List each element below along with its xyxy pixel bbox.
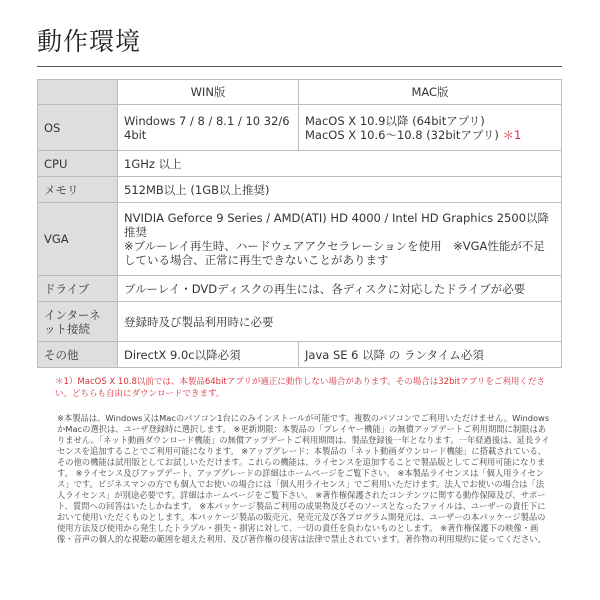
row-label-vga: VGA xyxy=(38,203,118,276)
row-drive xyxy=(38,276,562,302)
mac-footnote: ＊1）MacOS X 10.8以前では、本製品64bitアプリが適正に動作しない場合があります。その場合は32bitアプリをご利用ください。どちらも自由にダウンロードできます。 xyxy=(55,377,545,399)
row-memory xyxy=(38,177,562,203)
title-divider xyxy=(37,66,562,67)
os-win-value: Windows 7 / 8 / 8.1 / 10 32/64bit xyxy=(118,105,299,151)
cpu-value: 1GHz 以上 xyxy=(118,151,562,177)
row-label-drive: ドライブ xyxy=(38,276,118,302)
row-cpu xyxy=(38,151,562,177)
notes-text: ※本製品は、Windows又はMacのパソコン1台にのみインストールが可能です。複数のパソコンでご利用いただけません。WindowsかMacの選択は、ユーザ登録時に選択します。 ※更新期限：本製品の「プレイヤー機能」の無償アップデートご利用期間に制限はありません。「ネット動画ダウンロード機能」の無償アップデートご利用期間は、製品登録後一年となります。一年経過後は、延長ライセンスを追加することでご利用可能になります。 ※アップグレード：本製品の「ネット動画ダウンロード機能」に搭載されている、その他の機能は試用版としてお試しいただけます。これらの機能は、ライセンスを追加することで製品版としてご利用可能になります。 ※ライセンス及びアップデート、アップグレードの詳細はホームページをご覧下さい。 ※本製品ライセンスは「個人用ライセンス」です。ビジネスマンの方でも個人でお使いの場合には「個人用ライセンス」でご利用いただけます。法人でお使いの場合は「法人ライセンス」が別途必要です。詳細はホームページをご覧下さい。 ※著作権保護されたコンテンツに関する動作保障及び、サポート、質問への回答はいたしかねます。 ※本パッケージ製品ご利用の成果物及びそのソースとなったファイルは、ユーザーの責任下において使用いただくものとします。本パッケージ製品の販売元、発売元及び各プログラム開発元は、ユーザーの本パッケージ製品の使用方法及び使用から発生したトラブル・損失・損害に対して、一切の責任を負わないものとします。 ※著作権保護下の映像・画像・音声の個人的な視聴の範囲を超えた利用、及び著作権の侵害は法律で禁止されています。著作物の利用規約に従ってください。 xyxy=(57,413,550,544)
row-other xyxy=(38,342,562,368)
os-mac-line-1: MacOS X 10.9以降 (64bitアプリ) xyxy=(305,113,485,128)
other-win-value: DirectX 9.0c以降必須 xyxy=(118,342,299,368)
vga-cell xyxy=(118,203,562,276)
header-win: WIN版 xyxy=(118,80,299,105)
row-os xyxy=(38,105,562,151)
system-requirements-table xyxy=(37,79,562,368)
memory-value: 512MB以上 (1GB以上推奨) xyxy=(118,177,562,203)
header-mac: MAC版 xyxy=(299,80,562,105)
page-title: 動作環境 xyxy=(37,27,142,56)
row-label-cpu: CPU xyxy=(38,151,118,177)
vga-line-2: ※ブルーレイ再生時、ハードウェアアクセラレーションを使用 ※VGA性能が不足している場合、正常に再生できないことがあります xyxy=(124,239,545,267)
row-internet xyxy=(38,302,562,342)
row-label-memory: メモリ xyxy=(38,177,118,203)
row-label-internet: インターネット接続 xyxy=(38,302,118,342)
other-mac-value: Java SE 6 以降 の ランタイム必須 xyxy=(299,342,562,368)
os-mac-line-2 xyxy=(305,128,555,142)
internet-value: 登録時及び製品利用時に必要 xyxy=(118,302,562,342)
row-vga xyxy=(38,203,562,276)
table-header-row xyxy=(38,80,562,105)
drive-value: ブルーレイ・DVDディスクの再生には、各ディスクに対応したドライブが必要 xyxy=(118,276,562,302)
vga-line-1: NVIDIA Geforce 9 Series / AMD(ATI) HD 4000 / Intel HD Graphics 2500以降推奨 xyxy=(124,211,550,239)
row-label-other: その他 xyxy=(38,342,118,368)
row-label-os: OS xyxy=(38,105,118,151)
os-mac-cell xyxy=(299,105,562,151)
os-mac-line-2-text: MacOS X 10.6～10.8 (32bitアプリ) xyxy=(305,127,499,142)
os-mac-footnote-mark: ＊1 xyxy=(502,127,522,142)
header-corner-cell xyxy=(38,80,118,105)
